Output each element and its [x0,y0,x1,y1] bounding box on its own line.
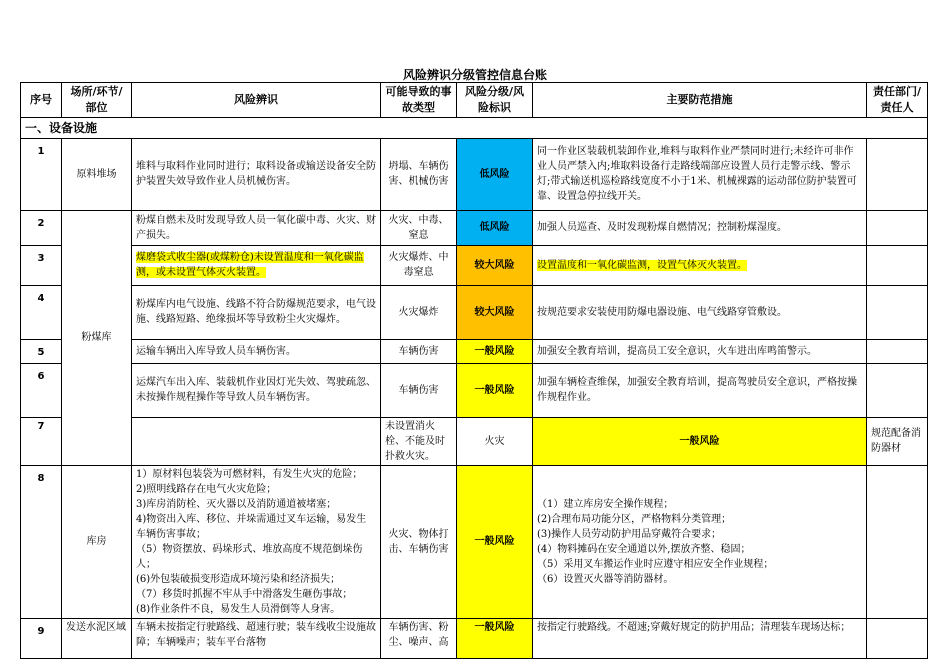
measures-cell: 加强人员巡查、及时发现粉煤自燃情况；控制粉煤湿度。 [533,210,867,245]
measures-cell [533,245,867,285]
measures-cell: 规范配备消防器材 [867,417,928,465]
table-row [21,245,928,285]
owner-cell [867,138,928,210]
accident-cell: 车辆伤害、粉尘、噪声、高 [381,618,457,658]
table-row [21,138,928,210]
row-no: 8 [21,465,62,618]
header-place: 场所/环节/部位 [62,83,132,118]
measures-cell: 同一作业区装载机装卸作业,堆料与取料作业严禁同时进行;未经许可非作业人员严禁入内;堆取料设备行走路线端部应设置人员行走警示线、警示灯;带式输送机巡检路线宽度不小于1米、机械裸露的运动部位防护装置可靠、设置急停拉线开关。 [533,138,867,210]
risk-cell: 未设置消火栓、不能及时扑救火灾。 [381,417,457,465]
header-accident: 可能导致的事故类型 [381,83,457,118]
owner-cell [867,210,928,245]
place-cell-empty [132,417,381,465]
risk-cell [132,245,381,285]
table-row [21,465,928,618]
risk-list-item: 3)库房消防栓、灭火器以及消防通道被堵塞； [136,498,337,510]
header-risk: 风险辨识 [132,83,381,118]
row-no: 5 [21,339,62,363]
measure-list-item: (3)操作人员劳动防护用品穿戴符合要求； [537,528,722,540]
accident-cell: 火灾 [457,417,533,465]
row-no: 2 [21,210,62,245]
owner-cell [867,363,928,417]
highlighted-risk-text: 煤磨袋式收尘器(或煤粉仓)未设置温度和一氧化碳监测，或未设置气体灭火装置。 [136,252,364,279]
risk-list-item: （5）物资摆放、码垛形式、堆放高度不规范倒垛伤人； [136,543,363,570]
level-badge-low: 低风险 [457,210,533,245]
accident-cell: 车辆伤害 [381,339,457,363]
level-badge-general: 一般风险 [457,465,533,618]
section-title: 一、设备设施 [21,117,928,138]
table-row [21,339,928,363]
accident-cell: 车辆伤害 [381,363,457,417]
risk-list-item: 2)照明线路存在电气火灾危险； [136,483,277,495]
risk-list-item: 4)物资出入库、移位、并垛需通过叉车运输，易发生车辆伤害事故； [136,513,367,540]
header-measures: 主要防范措施 [533,83,867,118]
owner-cell [867,618,928,658]
table-row [21,210,928,245]
place-cell: 发送水泥区域 [62,618,132,658]
measures-cell: 按规范要求安装使用防爆电器设施、电气线路穿管敷设。 [533,285,867,339]
row-no: 1 [21,138,62,210]
accident-cell: 火灾、物体打击、车辆伤害 [381,465,457,618]
accident-cell: 火灾爆炸、中毒窒息 [381,245,457,285]
place-cell: 原料堆场 [62,138,132,210]
highlighted-measure-text: 设置温度和一氧化碳监测，设置气体灭火装置。 [537,259,747,271]
measures-cell: 加强车辆检查维保，加强安全教育培训，提高驾驶员安全意识，严格按操作规程作业。 [533,363,867,417]
row-no: 4 [21,285,62,339]
header-row [21,83,928,118]
header-no: 序号 [21,83,62,118]
risk-ledger-table [20,82,928,659]
level-badge-low: 低风险 [457,138,533,210]
accident-cell: 火灾爆炸 [381,285,457,339]
header-level: 风险分级/风险标识 [457,83,533,118]
measure-list-item: (2)合理布局功能分区，严格物料分类管理； [537,513,732,525]
risk-cell: 堆料与取料作业同时进行；取料设备或输送设备安全防护装置失效导致作业人员机械伤害。 [132,138,381,210]
level-badge-general: 一般风险 [533,417,867,465]
risk-list-item: (6)外包装破损变形造成环境污染和经济损失； [136,573,341,585]
accident-cell: 坍塌、车辆伤害、机械伤害 [381,138,457,210]
accident-cell: 火灾、中毒、窒息 [381,210,457,245]
page-title: 风险辨识分级管控信息台账 [402,68,547,82]
risk-cell: 运输车辆出入库导致人员车辆伤害。 [132,339,381,363]
measure-list-item: (4）物料摊码在安全通道以外,摆放齐整、稳固； [537,543,751,555]
row-no: 6 [21,363,62,417]
level-badge-general: 一般风险 [457,363,533,417]
place-cell: 粉煤库 [62,210,132,465]
row-no: 9 [21,618,62,658]
risk-cell: 粉煤自燃未及时发现导致人员一氧化碳中毒、火灾、财产损失。 [132,210,381,245]
risk-list-item: 1）原材料包装袋为可燃材料，有发生火灾的危险； [136,468,363,480]
table-row [21,618,928,658]
row-no: 3 [21,245,62,285]
level-badge-general: 一般风险 [457,339,533,363]
level-badge-higher: 较大风险 [457,245,533,285]
level-badge-higher: 较大风险 [457,285,533,339]
measure-list-item: （6）设置灭火器等消防器材。 [537,573,674,585]
owner-cell [867,465,928,618]
table-row [21,363,928,417]
section-row [21,117,928,138]
header-owner: 责任部门/责任人 [867,83,928,118]
measures-cell: 加强安全教育培训，提高员工安全意识，火车进出库鸣笛警示。 [533,339,867,363]
table-row [21,417,928,465]
risk-cell: 车辆未按指定行驶路线、超速行驶；装车线收尘设施故障；车辆噪声；装车平台落物 [132,618,381,658]
place-cell: 库房 [62,465,132,618]
measures-list-cell [533,465,867,618]
measure-list-item: （1）建立库房安全操作规程； [537,498,674,510]
owner-cell [867,285,928,339]
risk-list-item: (8)作业条件不良，易发生人员滑倒等人身害。 [136,603,341,615]
table-row [21,285,928,339]
risk-cell: 运煤汽车出入库、装载机作业因灯光失效、驾驶疏忽、未按操作规程操作等导致人员车辆伤害。 [132,363,381,417]
level-badge-general: 一般风险 [457,618,533,658]
measures-cell: 按指定行驶路线。不超速;穿戴好规定的防护用品；清理装车现场达标； [533,618,867,658]
measure-list-item: （5）采用叉车搬运作业时应遵守相应安全作业规程； [537,558,774,570]
risk-list-item: （7）移货时抓握不牢从手中滑落发生砸伤事故； [136,588,353,600]
row-no: 7 [21,417,62,465]
risk-cell: 粉煤库内电气设施、线路不符合防爆规范要求，电气设施、线路短路、绝缘损坏等导致粉尘火灾爆炸。 [132,285,381,339]
risk-list-cell [132,465,381,618]
owner-cell [867,339,928,363]
owner-cell [867,245,928,285]
